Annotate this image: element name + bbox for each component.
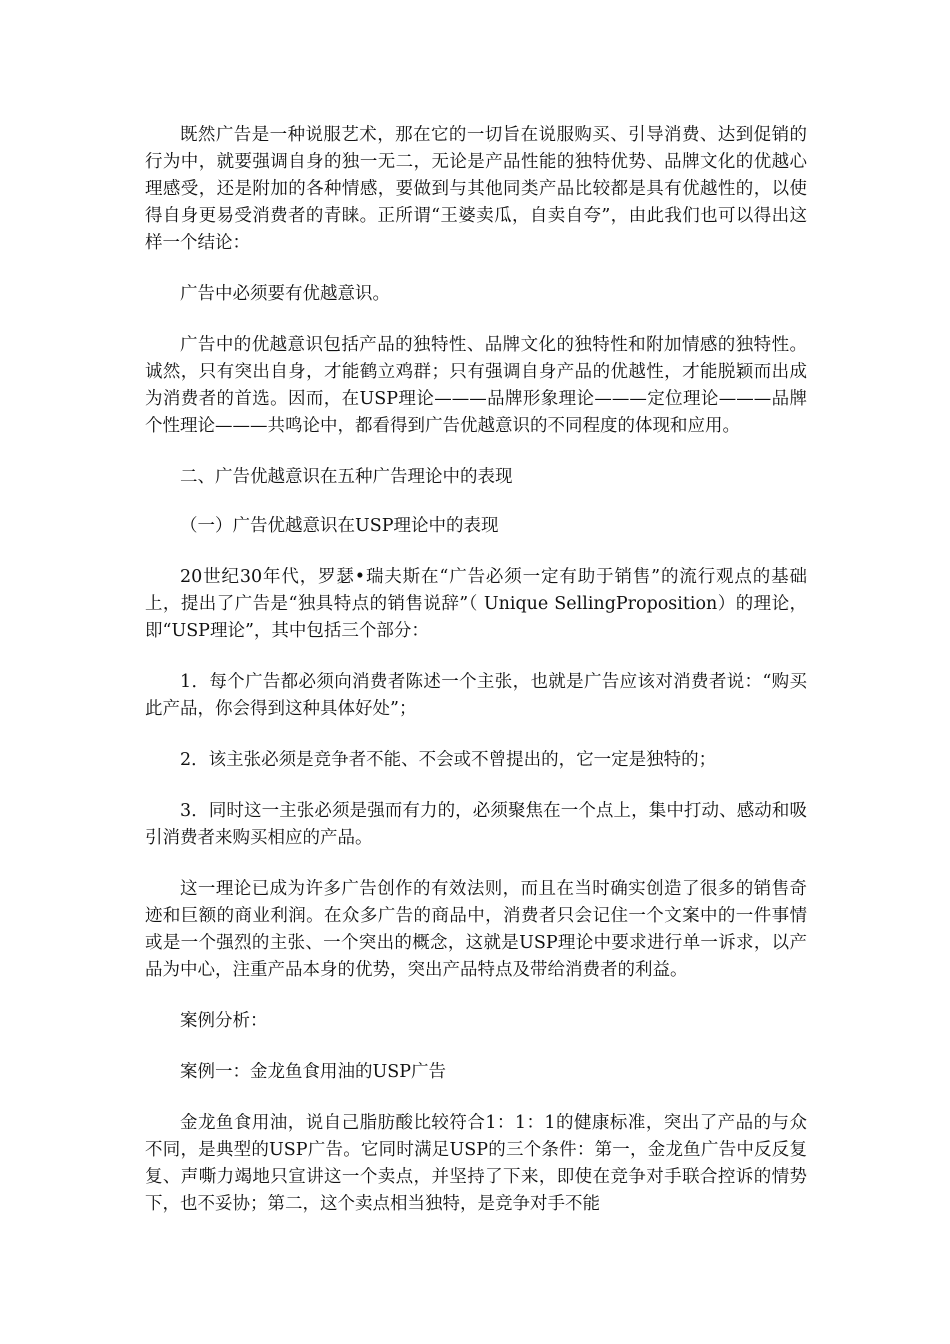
case-analysis-label: 案例分析： [180, 1011, 268, 1031]
list-item-3: 3．同时这一主张必须是强而有力的，必须聚焦在一个点上，集中打动、感动和吸引消费者来购买相应的产品。 [145, 801, 807, 848]
case-one-title: 案例一：金龙鱼食用油的USP广告 [180, 1062, 447, 1082]
section-heading: 二、广告优越意识在五种广告理论中的表现 [180, 467, 513, 487]
paragraph-usp-origin: 20世纪30年代，罗瑟•瑞夫斯在“广告必须一定有助于销售”的流行观点的基础上，提出了广告是“独具特点的销售说辞”（ Unique SellingProposition）的理论，即“USP理论”，其中包括三个部分： [145, 567, 807, 641]
paragraph-conclusion: 广告中必须要有优越意识。 [180, 284, 390, 304]
list-item-1: 1．每个广告都必须向消费者陈述一个主张，也就是广告应该对消费者说：“购买此产品，你会得到这种具体好处”； [145, 672, 807, 719]
subsection-heading: （一）广告优越意识在USP理论中的表现 [180, 516, 499, 536]
document-page [145, 122, 807, 1242]
paragraph-case-one: 金龙鱼食用油，说自己脂肪酸比较符合1：1：1的健康标准，突出了产品的与众不同，是典型的USP广告。它同时满足USP的三个条件：第一，金龙鱼广告中反反复复、声嘶力竭地只宣讲这一个卖点，并坚持了下来，即使在竞争对手联合控诉的情势下，也不妥协；第二，这个卖点相当独特，是竞争对手不能 [145, 1113, 807, 1214]
paragraph-usp-effect: 这一理论已成为许多广告创作的有效法则，而且在当时确实创造了很多的销售奇迹和巨额的商业利润。在众多广告的商品中，消费者只会记住一个文案中的一件事情或是一个强烈的主张、一个突出的概念，这就是USP理论中要求进行单一诉求，以产品为中心，注重产品本身的优势，突出产品特点及带给消费者的利益。 [145, 879, 807, 980]
paragraph-superiority: 广告中的优越意识包括产品的独特性、品牌文化的独特性和附加情感的独特性。诚然，只有突出自身，才能鹤立鸡群；只有强调自身产品的优越性，才能脱颖而出成为消费者的首选。因而，在USP理论———品牌形象理论———定位理论———品牌个性理论———共鸣论中，都看得到广告优越意识的不同程度的体现和应用。 [145, 335, 807, 436]
paragraph-intro: 既然广告是一种说服艺术，那在它的一切旨在说服购买、引导消费、达到促销的行为中，就要强调自身的独一无二，无论是产品性能的独特优势、品牌文化的优越心理感受，还是附加的各种情感，要做到与其他同类产品比较都是具有优越性的，以使得自身更易受消费者的青睐。正所谓“王婆卖瓜，自卖自夸”，由此我们也可以得出这样一个结论： [145, 125, 807, 253]
list-item-2: 2．该主张必须是竞争者不能、不会或不曾提出的，它一定是独特的； [180, 750, 717, 770]
